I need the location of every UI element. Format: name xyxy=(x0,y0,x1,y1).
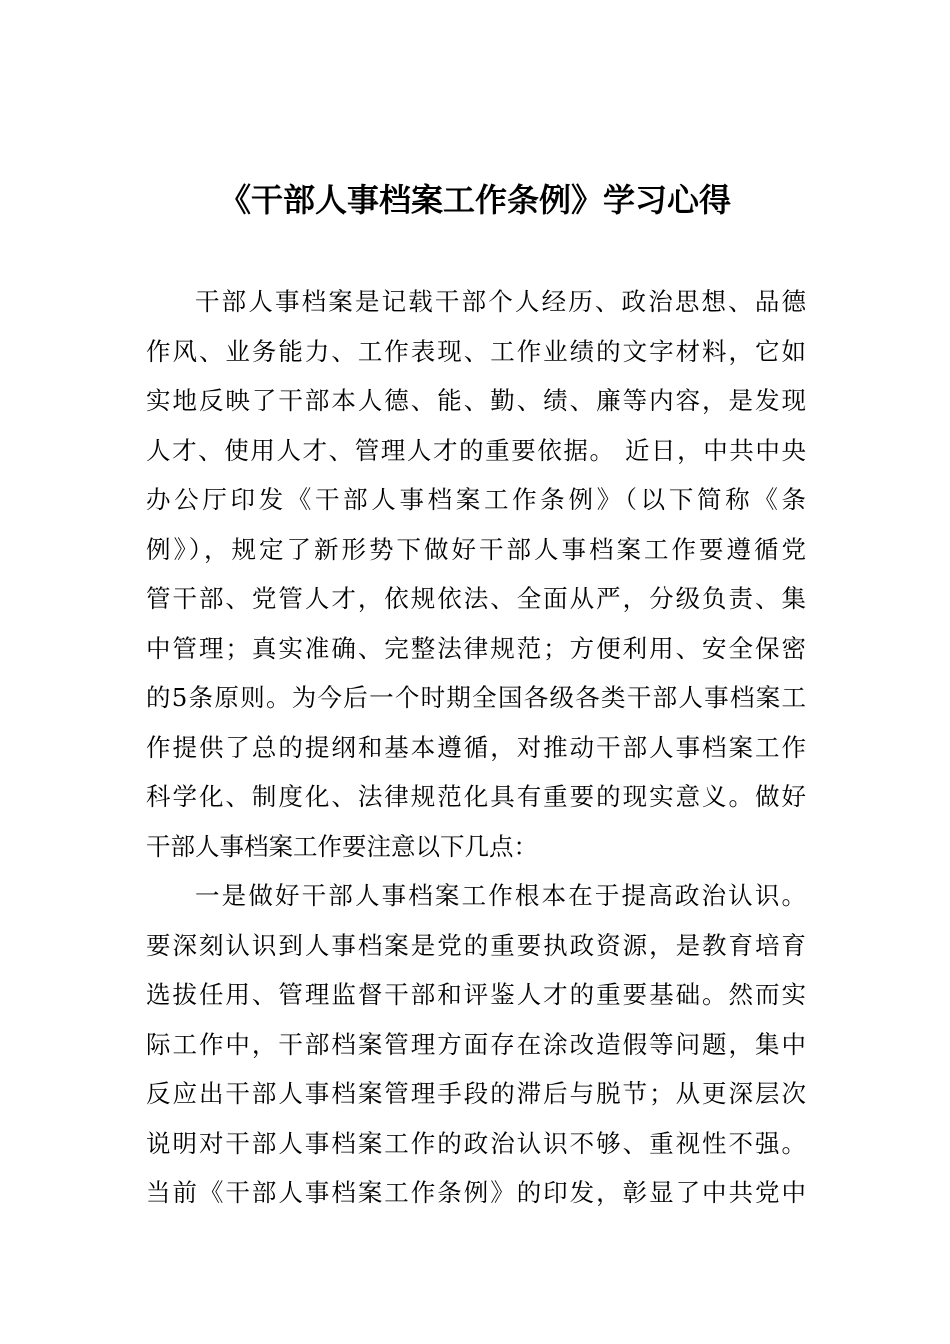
body-text-line: 作风、业务能力、工作表现、工作业绩的文字材料，它如 xyxy=(146,336,806,366)
body-text-line: 选拔任用、管理监督干部和评鉴人才的重要基础。然而实 xyxy=(146,980,806,1009)
body-text-line: 干部人事档案工作要注意以下几点： xyxy=(146,831,538,861)
body-text-line: 说明对干部人事档案工作的政治认识不够、重视性不强。 xyxy=(146,1128,806,1158)
body-text-line: 际工作中，干部档案管理方面存在涂改造假等问题，集中 xyxy=(146,1029,806,1059)
body-text-line: 中管理；真实准确、完整法律规范；方便利用、安全保密 xyxy=(146,633,806,663)
document-body xyxy=(146,277,806,1218)
body-text-line: 要深刻认识到人事档案是党的重要执政资源，是教育培育 xyxy=(146,930,806,960)
body-text-line: 科学化、制度化、法律规范化具有重要的现实意义。做好 xyxy=(146,782,806,811)
body-text-line: 当前《干部人事档案工作条例》的印发，彰显了中共党中 xyxy=(146,1178,806,1207)
body-text-line: 反应出干部人事档案管理手段的滞后与脱节；从更深层次 xyxy=(146,1079,806,1108)
body-text-line: 的5条原则。为今后一个时期全国各级各类干部人事档案工 xyxy=(146,683,806,712)
body-text-line: 管干部、党管人才，依规依法、全面从严，分级负责、集 xyxy=(146,584,806,613)
body-text-line: 一是做好干部人事档案工作根本在于提高政治认识。 xyxy=(195,881,806,910)
body-text-line: 例》），规定了新形势下做好干部人事档案工作要遵循党 xyxy=(146,534,806,564)
document-title: 《干部人事档案工作条例》学习心得 xyxy=(218,181,731,219)
body-text-line: 办公厅印发《干部人事档案工作条例》（以下简称《条 xyxy=(146,485,806,514)
body-text-line: 人才、使用人才、管理人才的重要依据。 近日，中共中央 xyxy=(146,435,806,465)
body-text-line: 作提供了总的提纲和基本遵循，对推动干部人事档案工作 xyxy=(146,732,806,762)
body-text-line: 干部人事档案是记载干部个人经历、政治思想、品德 xyxy=(195,287,806,316)
body-text-line: 实地反映了干部本人德、能、勤、绩、廉等内容，是发现 xyxy=(146,386,806,415)
